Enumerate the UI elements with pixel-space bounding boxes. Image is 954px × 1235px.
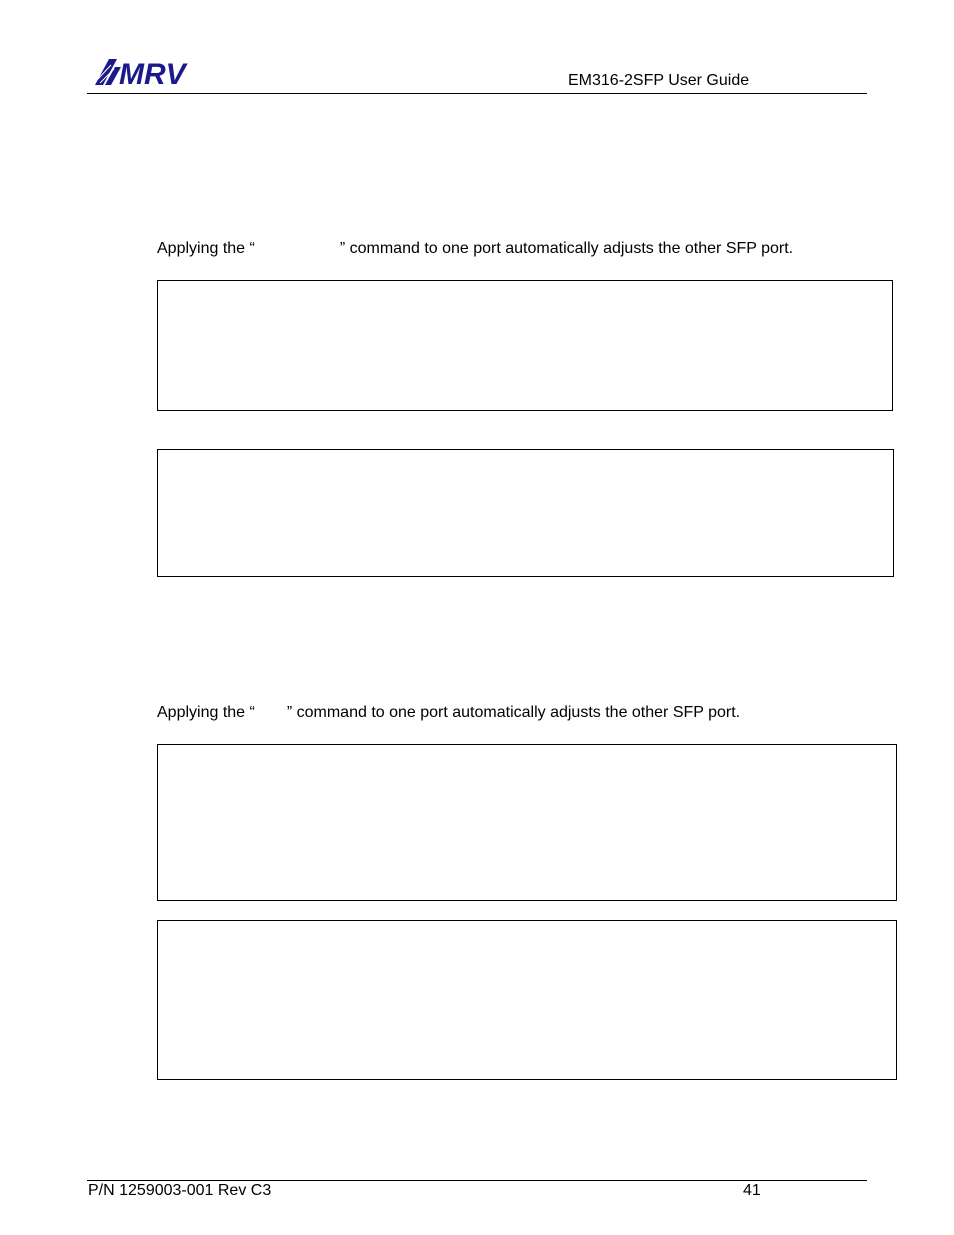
footer-rule (87, 1180, 867, 1181)
page-number: 41 (743, 1182, 761, 1199)
command-output-box-4 (157, 920, 897, 1080)
section-2-intro-prefix: Applying the “ (157, 704, 255, 721)
section-2-intro-suffix: ” command to one port automatically adjusts the other SFP port. (286, 704, 741, 721)
part-number: P/N 1259003-001 Rev C3 (88, 1182, 272, 1199)
mrv-logo (95, 57, 215, 87)
command-output-box-1 (157, 280, 893, 411)
section-1-intro (157, 240, 793, 258)
header-rule (87, 93, 867, 94)
svg-text:MRV: MRV (119, 58, 186, 87)
command-output-box-3 (157, 744, 897, 901)
section-2-intro (157, 704, 740, 722)
section-1-intro-prefix: Applying the “ (157, 240, 255, 257)
section-1-intro-suffix: ” command to one port automatically adjusts the other SFP port. (339, 240, 794, 257)
command-output-box-2 (157, 449, 894, 577)
header-title: EM316-2SFP User Guide (568, 72, 750, 89)
